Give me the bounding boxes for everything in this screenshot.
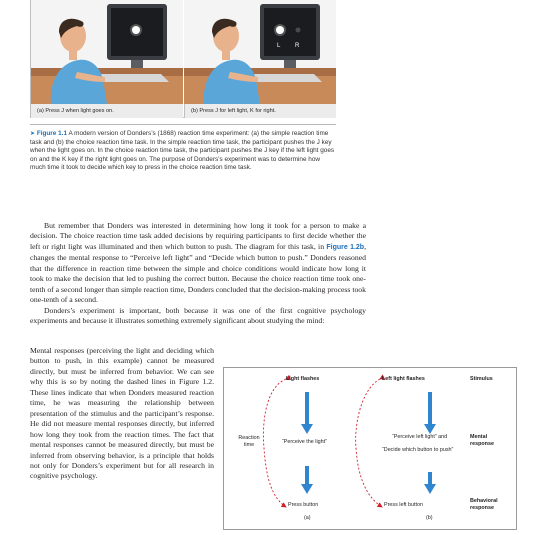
participant-illustration-a xyxy=(31,0,183,104)
photo-caption-a: (a) Press J when light goes on. xyxy=(31,104,183,118)
response-label-b: Press left button xyxy=(384,502,423,508)
reaction-time-label-2: time xyxy=(243,442,255,448)
photo-simple-reaction-task xyxy=(31,0,183,104)
photo-choice-reaction-task xyxy=(184,0,336,104)
participant-illustration-b xyxy=(184,0,336,104)
mental-label-a: “Perceive the light” xyxy=(282,439,327,445)
paragraph-1-text-b: , changes the mental response to “Perceive left light” and “Decide which button to push.” Donders reasoned that the difference in reaction time between the simple and choice conditions would indicate how long it took to make the decision that led to pushing the correct button. Because the choice reaction time took one-tenth of a second longer than simple reaction time, Donders concluded that the decision-making process took one-tenth of a second. xyxy=(30,241,367,305)
paragraph-2-start: Donders’s experiment is important, both because it was one of the first cognitive psychology experiments and because it illustrates something extremely significant about studying the mind: xyxy=(30,305,366,326)
screen-letter-l: L xyxy=(277,43,281,49)
paragraph-2-continued: Mental responses (perceiving the light and deciding which button to push, in this example) cannot be measured directly, but must be inferred from behavior. We can see why this is so by noting the dashed lines in Figure 1.2. These lines indicate that when Donders measured reaction time, he was measuring the relationship between presentation of the stimulus and the participant’s response. He did not measure mental responses directly, but inferred how long they took from the reaction times. The fact that mental responses cannot be measured directly, but must be inferred from observing behavior, is a principle that holds not only for Donders’s experiment but for all research in cognitive psychology. xyxy=(30,346,214,481)
arrow-mental-to-response-b xyxy=(424,472,436,494)
row-label-behavioral-2: response xyxy=(470,505,494,511)
response-label-a: Press button xyxy=(288,502,319,508)
figure-reference-link[interactable]: Figure 1.2b xyxy=(326,243,365,251)
caption-arrow-icon: ➤ xyxy=(30,131,36,137)
row-label-mental-1: Mental xyxy=(470,434,488,440)
row-label-mental-2: response xyxy=(470,441,494,447)
mental-label-b-1: “Perceive left light” and xyxy=(392,434,448,440)
paragraph-1 xyxy=(30,221,366,306)
panel-label-a: (a) xyxy=(304,515,311,521)
photo-caption-b: (b) Press J for left light, K for right. xyxy=(184,104,336,118)
stimulus-label-a: Light flashes xyxy=(286,376,320,382)
reaction-time-diagram xyxy=(223,367,517,530)
panel-label-b: (b) xyxy=(426,515,433,521)
row-label-behavioral-1: Behavioral xyxy=(470,498,498,504)
photo-figure xyxy=(30,0,336,118)
reaction-time-dashed-path-b xyxy=(356,379,382,507)
figure-label: Figure 1.1 xyxy=(36,130,67,137)
row-label-stimulus: Stimulus xyxy=(470,376,493,382)
figure-caption-text: A modern version of Donders’s (1868) reaction time experiment: (a) the simple reaction time task and (b) the choice reaction time task. In the simple reaction time task, the participant pushes the J key when the light goes on. In the choice reaction time task, the participant pushes the J key if the left light goes on and the K key if the right light goes on. The purpose of Donders’s experiment was to determine how much time it took to decide which key to press in the choice reaction time task. xyxy=(30,130,335,172)
reaction-time-label-1: Reaction xyxy=(238,435,260,441)
screen-letter-r: R xyxy=(295,43,300,49)
caption-divider xyxy=(30,124,336,125)
arrow-stimulus-to-mental-b xyxy=(424,392,436,434)
arrow-mental-to-response-a xyxy=(301,466,313,494)
stimulus-label-b: Left light flashes xyxy=(382,376,425,382)
arrow-stimulus-to-mental-a xyxy=(301,392,313,434)
figure-caption xyxy=(30,130,336,173)
paragraph-1-text-a: But remember that Donders was interested in determining how long it took for a person to make a decision. The choice reaction time task added decisions by requiring participants to first decide whether the left or right light was illuminated and then which button to push. The diagram for this task, in xyxy=(30,221,366,251)
mental-label-b-2: “Decide which button to push” xyxy=(382,447,454,453)
body-text xyxy=(30,221,366,327)
